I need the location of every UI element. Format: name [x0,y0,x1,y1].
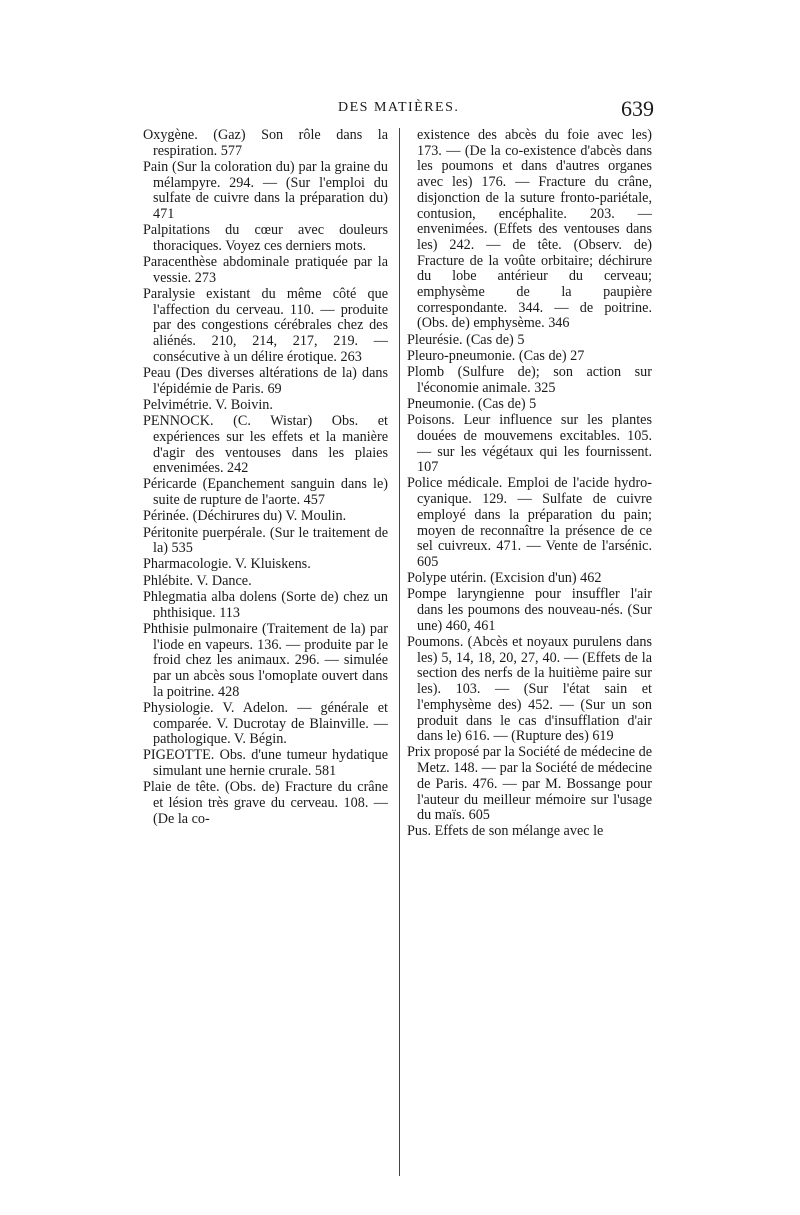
index-entry: Physiologie. V. Adelon. — générale et comparée. V. Ducrotay de Blainville. — pathologique. V. Bégin. [143,699,388,748]
index-entry: Pus. Effets de son mélange avec le [407,823,604,840]
index-entry: Pharmacologie. V. Kluiskens. [143,556,311,573]
index-entry: Peau (Des diverses altérations de la) dans l'épidémie de Paris. 69 [143,365,388,397]
index-entry: Pleuro-pneumonie. (Cas de) 27 [407,347,585,364]
column-divider [399,128,400,1176]
index-entry: Péritonite puerpérale. (Sur le traitement de la) 535 [143,524,388,557]
index-entry: Périnée. (Déchirures du) V. Moulin. [143,508,347,525]
index-entry: Paracenthèse abdominale pratiquée par la vessie. 273 [143,254,388,286]
index-entry: PENNOCK. (C. Wistar) Obs. et expériences sur les effets et la manière d'agir des ventouses dans les plaies envenimées. 242 [143,413,388,477]
index-entry: Palpitations du cœur avec douleurs thoraciques. Voyez ces derniers mots. [143,222,388,254]
page-number: 639 [621,96,654,121]
index-entry: Pelvimétrie. V. Boivin. [143,396,273,413]
index-entry: Oxygène. (Gaz) Son rôle dans la respiration. 577 [143,127,388,159]
index-entry: Paralysie existant du même côté que l'affection du cerveau. 110. — produite par des congestions cérébrales chez des aliénés. 210, 214, 217, 219. — consécutive à un délire érotique. 263 [143,286,388,365]
index-entry: Pompe laryngienne pour insuffler l'air dans les poumons des nouveau-nés. (Sur une) 460, 461 [407,586,652,634]
index-entry: Pleurésie. (Cas de) 5 [407,331,525,348]
index-entry: Polype utérin. (Excision d'un) 462 [407,570,602,587]
index-column-right [407,128,652,841]
index-entry: existence des abcès du foie avec les) 173. — (De la co-existence d'abcès dans les poumons et dans d'autres organes avec les) 176. — Fracture du crâne, disjonction de la suture fronto-pariétale, contusion, encéphalite. 203. — envenimées. (Effets des ventouses dans les) 242. — de tête. (Observ. de) Fracture de la voûte orbitaire; déchirure du lobe antérieur du cerveau; emphysème de la paupière correspondante. 344. — de poitrine. (Obs. de) emphysème. 346 [417,127,652,332]
index-entry: Police médicale. Emploi de l'acide hydro-cyanique. 129. — Sulfate de cuivre employé dans la préparation du pain; moyen de reconnaître la présence de ce sel cuivreux. 471. — Vente de l'arsénic. 605 [407,475,652,570]
index-entry: Phlegmatia alba dolens (Sorte de) chez un phthisique. 113 [143,588,388,621]
index-entry: Phthisie pulmonaire (Traitement de la) par l'iode en vapeurs. 136. — produite par le froid chez les animaux. 296. — simulée par un abcès sous l'omoplate ouvert dans la poitrine. 428 [143,620,388,700]
index-entry: Péricarde (Epanchement sanguin dans le) suite de rupture de l'aorte. 457 [143,476,388,509]
index-entry: Pneumonie. (Cas de) 5 [407,395,537,412]
index-entry: Plaie de tête. (Obs. de) Fracture du crâne et lésion très grave du cerveau. 108. — (De la co- [143,779,388,827]
running-header: DES MATIÈRES. [338,100,460,115]
index-column-left [143,128,388,828]
index-entry: Pain (Sur la coloration du) par la graine du mélampyre. 294. — (Sur l'emploi du sulfate de cuivre dans la préparation du) 471 [143,158,388,223]
index-entry: Phlébite. V. Dance. [143,572,252,589]
index-entry: Poumons. (Abcès et noyaux purulens dans les) 5, 14, 18, 20, 27, 40. — (Effets de la section des nerfs de la huitième paire sur les). 103. — (Sur l'état sain et l'emphysème des) 452. — (Sur un son produit dans le cas d'insufflation d'air dans le) 616. — (Rupture des) 619 [407,634,652,745]
index-entry: PIGEOTTE. Obs. d'une tumeur hydatique simulant une hernie crurale. 581 [143,747,388,780]
index-entry: Plomb (Sulfure de); son action sur l'économie animale. 325 [407,364,652,396]
index-entry: Poisons. Leur influence sur les plantes douées de mouvemens excitables. 105. — sur les végétaux qui les fournissent. 107 [407,412,652,476]
index-entry: Prix proposé par la Société de médecine de Metz. 148. — par la Société de médecine de Paris. 476. — par M. Bossange pour l'auteur du meilleur mémoire sur l'usage du maïs. 605 [407,744,652,824]
